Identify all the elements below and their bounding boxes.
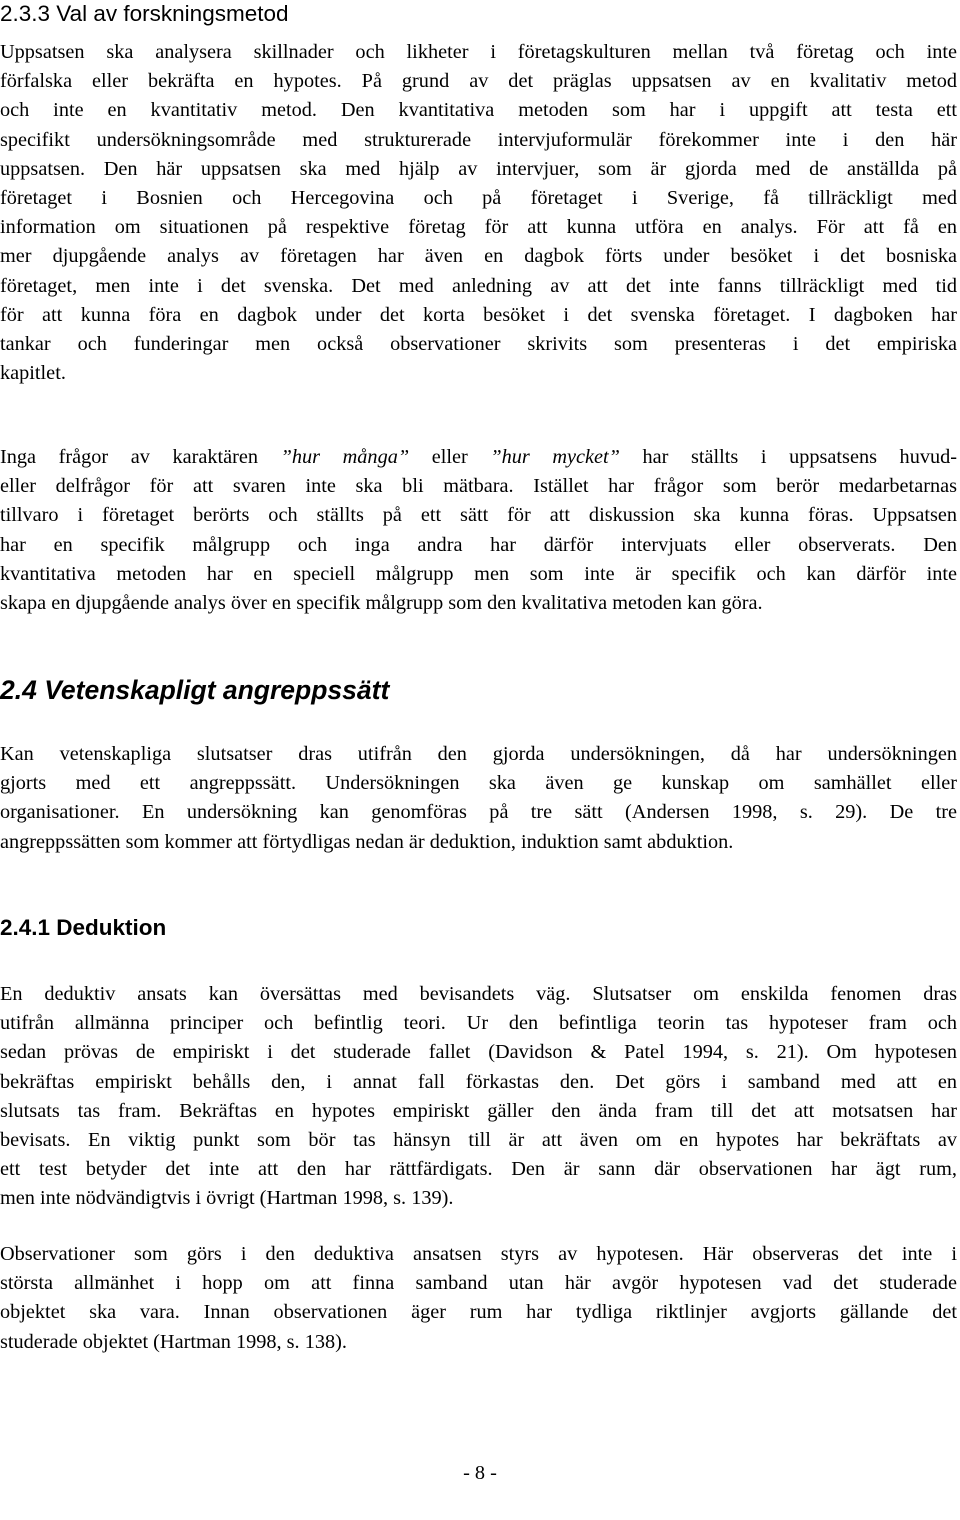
paragraph-line: tillvaro i företaget berörts och ställts på ett sätt för att diskussion ska kunna föras. Uppsatsen <box>0 504 957 527</box>
paragraph-line: ett test betyder det inte att den har rättfärdigats. Den är sann där observationen har ägt rum, <box>0 1158 957 1181</box>
paragraph-line: Kan vetenskapliga slutsatser dras utifrån den gjorda undersökningen, då har undersökningen <box>0 743 957 765</box>
paragraph-line: företaget i Bosnien och Hercegovina och på företaget i Sverige, få tillräckligt med <box>0 187 957 210</box>
paragraph-fragor <box>0 443 957 618</box>
paragraph-line: har en specifik målgrupp och inga andra har därför intervjuats eller observerats. Den <box>0 533 957 556</box>
paragraph-line: sedan prövas de empiriskt i det studerade fallet (Davidson & Patel 1994, s. 21). Om hypotesen <box>0 1041 957 1064</box>
paragraph-line: förfalska eller bekräfta en hypotes. På grund av det präglas uppsatsen av en kvalitativ metod <box>0 70 957 93</box>
section-heading-2-4: 2.4 Vetenskapligt angreppssätt <box>0 675 390 705</box>
paragraph-line: studerade objektet (Hartman 1998, s. 138). <box>0 1330 347 1353</box>
paragraph-line: bevisats. En viktig punkt som bör tas hänsyn till är att även om en hypotes har bekräftats av <box>0 1129 957 1152</box>
paragraph-line: största allmänhet i hopp om att finna samband utan här avgör hypotesen vad det studerade <box>0 1272 957 1295</box>
paragraph-line: utifrån allmänna principer och befintlig teori. Ur den befintliga teorin tas hypoteser fram och <box>0 1012 957 1035</box>
paragraph-line: En deduktiv ansats kan översättas med bevisandets väg. Slutsatser om enskilda fenomen dras <box>0 983 957 1005</box>
paragraph-line: Uppsatsen ska analysera skillnader och likheter i företagskulturen mellan två företag och inte <box>0 41 957 63</box>
paragraph-observationer <box>0 1240 957 1357</box>
italic-phrase: ”hur många” <box>280 446 410 468</box>
paragraph-line: mer djupgående analys av företagen har även en dagbok förts under besöket i det bosniska <box>0 245 957 268</box>
paragraph-line: organisationer. En undersökning kan genomföras på tre sätt (Andersen 1998, s. 29). De tre <box>0 801 957 824</box>
text-run: har ställts i uppsatsens huvud- <box>619 446 958 468</box>
paragraph-line: och inte en kvantitativ metod. Den kvantitativa metoden som har i uppgift att testa ett <box>0 99 957 122</box>
paragraph-line: objektet ska vara. Innan observationen äger rum har tydliga riktlinjer avgjorts gällande det <box>0 1301 957 1324</box>
paragraph-line: bekräftas empiriskt behålls den, i annat fall förkastas den. Det görs i samband med att en <box>0 1070 957 1093</box>
paragraph-line: gjorts med ett angreppssätt. Undersökningen ska även ge kunskap om samhället eller <box>0 772 957 795</box>
section-heading-2-3-3: 2.3.3 Val av forskningsmetod <box>0 1 289 26</box>
paragraph-line: angreppssätten som kommer att förtydligas nedan är deduktion, induktion samt abduktion. <box>0 830 734 853</box>
text-run: eller <box>409 446 491 468</box>
paragraph-line: men inte nödvändigtvis i övrigt (Hartman 1998, s. 139). <box>0 1187 454 1210</box>
paragraph-line: eller delfrågor för att svaren inte ska bli mätbara. Istället har frågor som berör medarbetarnas <box>0 475 957 498</box>
paragraph-line: Observationer som görs i den deduktiva ansatsen styrs av hypotesen. Här observeras det inte i <box>0 1243 957 1265</box>
paragraph-line: tankar och funderingar men också observationer skrivits som presenteras i det empiriska <box>0 333 957 356</box>
paragraph-line <box>0 443 957 472</box>
paragraph-line: för att kunna föra en dagbok under det korta besöket i det svenska företaget. I dagboken har <box>0 303 957 326</box>
paragraph-line: information om situationen på respektive företag för att kunna utföra en analys. För att få en <box>0 216 957 239</box>
paragraph-line: specifikt undersökningsområde med strukturerade intervjuformulär förekommer inte i den här <box>0 128 957 151</box>
section-heading-2-4-1: 2.4.1 Deduktion <box>0 915 167 940</box>
paragraph-deduktion <box>0 980 957 1214</box>
paragraph-line: företaget, men inte i det svenska. Det med anledning av att det inte fanns tillräckligt med tid <box>0 274 957 297</box>
paragraph-line: slutsats tas fram. Bekräftas en hypotes empiriskt gäller den ända fram till det att motsatsen har <box>0 1099 957 1122</box>
paragraph-line: skapa en djupgående analys över en specifik målgrupp som den kvalitativa metoden kan göra. <box>0 592 763 615</box>
paragraph-val-av-forskningsmetod <box>0 38 957 388</box>
italic-phrase: ”hur mycket” <box>490 446 620 468</box>
paragraph-line: kapitlet. <box>0 362 66 385</box>
paragraph-vetenskapligt-angreppssatt <box>0 740 957 857</box>
text-run: Inga frågor av karaktären <box>0 446 281 468</box>
paragraph-line: kvantitativa metoden har en speciell målgrupp men som inte är specifik och kan därför inte <box>0 562 957 585</box>
page-number: - 8 - <box>463 1462 497 1484</box>
paragraph-line: uppsatsen. Den här uppsatsen ska med hjälp av intervjuer, som är gjorda med de anställda på <box>0 157 957 180</box>
